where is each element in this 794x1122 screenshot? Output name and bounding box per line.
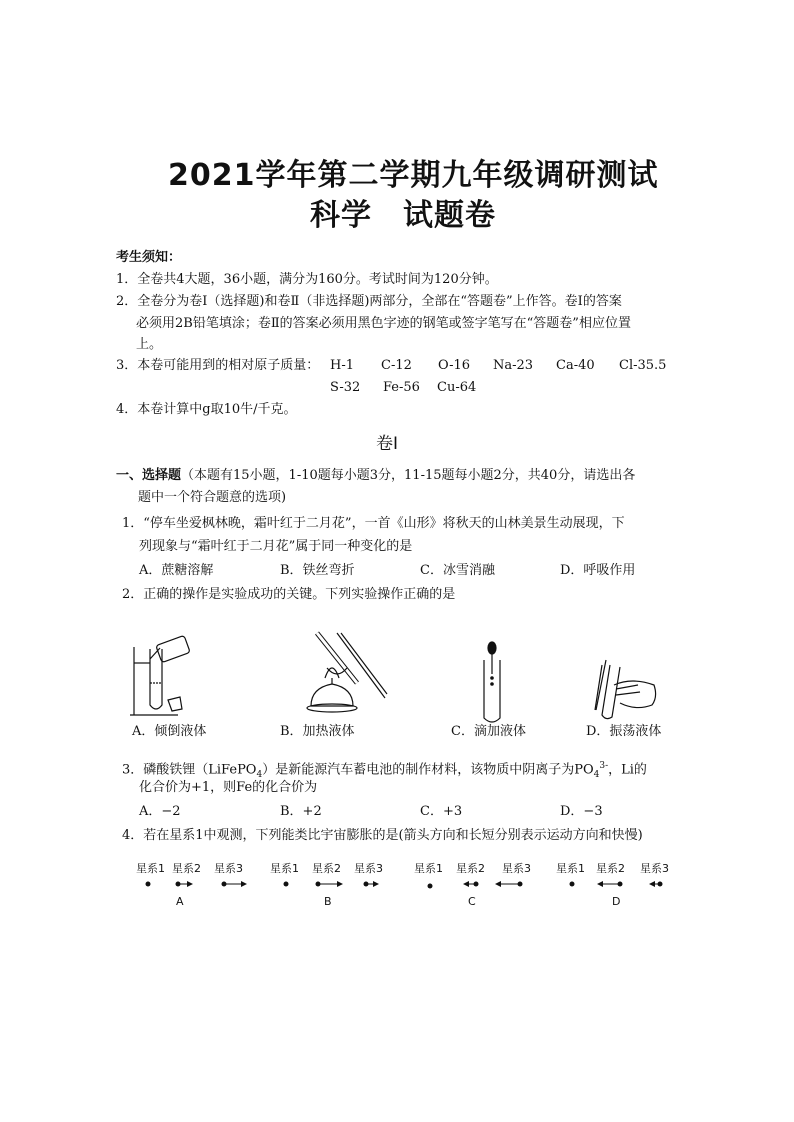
q1-option-a: A．蔗糖溶解 <box>139 563 214 578</box>
q2-option-c: C．滴加液体 <box>451 724 526 739</box>
atomic-mass: Na-23 <box>493 358 534 373</box>
page-subtitle: 科学 试题卷 <box>310 198 496 233</box>
atomic-mass: Fe-56 <box>383 380 420 395</box>
atomic-mass: C-12 <box>381 358 412 373</box>
q3-superscript: 3- <box>599 761 609 771</box>
notice-item-2-end: 上。 <box>136 337 163 352</box>
galaxy-label: 星系1 <box>136 862 165 875</box>
q2-stem: 2．正确的操作是实验成功的关键。下列实验操作正确的是 <box>122 587 456 602</box>
q2-option-a: A．倾倒液体 <box>132 724 207 739</box>
q3-option-d: D．−3 <box>560 804 603 819</box>
notice-item-2: 2．全卷分为卷Ⅰ（选择题)和卷Ⅱ（非选择题)两部分，全部在“答题卷”上作答。卷Ⅰ的答案 <box>116 294 622 309</box>
part1-desc-cont: 题中一个符合题意的选项) <box>138 490 287 505</box>
q3-stem-part: 3．磷酸铁锂（LiFePO <box>122 762 257 778</box>
atomic-mass: H-1 <box>330 358 355 373</box>
q3-stem-cont: 化合价为+1，则Fe的化合价为 <box>139 780 318 795</box>
shake-liquid-figure <box>592 655 662 725</box>
heat-liquid-figure <box>297 628 392 718</box>
galaxy-label: 星系1 <box>270 862 299 875</box>
q2-option-d: D．振荡液体 <box>586 724 662 739</box>
galaxy-label: 星系2 <box>456 862 485 875</box>
notice-item-3: 3．本卷可能用到的相对原子质量： <box>116 358 320 373</box>
galaxy-label: 星系2 <box>172 862 201 875</box>
q3-option-b: B．+2 <box>280 804 322 819</box>
atomic-mass: O-16 <box>438 358 471 373</box>
galaxy-label: 星系3 <box>640 862 669 875</box>
q1-stem: 1．“停车坐爱枫林晚，霜叶红于二月花”，一首《山形》将秋天的山林美景生动展现，下 <box>122 516 625 531</box>
atomic-mass: S-32 <box>330 380 361 395</box>
section-title: 卷Ⅰ <box>376 434 399 454</box>
part1-heading <box>116 466 635 486</box>
q1-option-b: B．铁丝弯折 <box>280 563 355 578</box>
q3-option-a: A．−2 <box>139 804 181 819</box>
galaxy-label: 星系2 <box>596 862 625 875</box>
atomic-mass: Cl-35.5 <box>619 358 667 373</box>
drop-liquid-figure <box>478 640 508 725</box>
galaxy-label: 星系3 <box>354 862 383 875</box>
page-title: 2021学年第二学期九年级调研测试 <box>168 158 659 193</box>
q4-stem: 4．若在星系1中观测，下列能类比宇宙膨胀的是(箭头方向和长短分别表示运动方向和快慢) <box>122 828 643 843</box>
notice-item-1: 1．全卷共4大题，36小题，满分为160分。考试时间为120分钟。 <box>116 272 498 287</box>
galaxy-diagram <box>120 856 680 912</box>
notice-item-4: 4．本卷计算中g取10牛/千克。 <box>116 402 297 417</box>
notice-item-2-cont: 必须用2B铅笔填涂；卷Ⅱ的答案必须用黑色字迹的钢笔或签字笔写在“答题卷”相应位置 <box>136 316 631 331</box>
q2-option-b: B．加热液体 <box>280 724 355 739</box>
atomic-mass: Cu-64 <box>437 380 477 395</box>
q3-option-c: C．+3 <box>420 804 463 819</box>
option-letter: B <box>324 895 332 908</box>
galaxy-label: 星系2 <box>312 862 341 875</box>
q1-option-d: D．呼吸作用 <box>560 563 636 578</box>
option-letter: C <box>468 895 476 908</box>
notice-heading: 考生须知： <box>116 250 182 265</box>
galaxy-label: 星系1 <box>556 862 585 875</box>
q3-stem-part: ，Li的 <box>608 762 647 778</box>
q1-option-c: C．冰雪消融 <box>420 563 495 578</box>
part1-desc: （本题有15小题，1-10题每小题3分，11-15题每小题2分，共40分，请选出各 <box>181 468 636 483</box>
atomic-mass: Ca-40 <box>556 358 595 373</box>
galaxy-label: 星系3 <box>502 862 531 875</box>
option-letter: A <box>176 895 184 908</box>
galaxy-label: 星系1 <box>414 862 443 875</box>
q1-stem-cont: 列现象与“霜叶红于二月花”属于同一种变化的是 <box>139 539 413 554</box>
q3-stem-part: ）是新能源汽车蓄电池的制作材料，该物质中阴离子为PO <box>262 762 594 778</box>
q3-subscript: 4 <box>256 769 263 780</box>
option-letter: D <box>612 895 621 908</box>
q3-subscript: 4 <box>593 769 600 780</box>
pour-liquid-figure <box>128 635 218 720</box>
galaxy-label: 星系3 <box>214 862 243 875</box>
part1-label: 一、选择题 <box>116 468 182 483</box>
